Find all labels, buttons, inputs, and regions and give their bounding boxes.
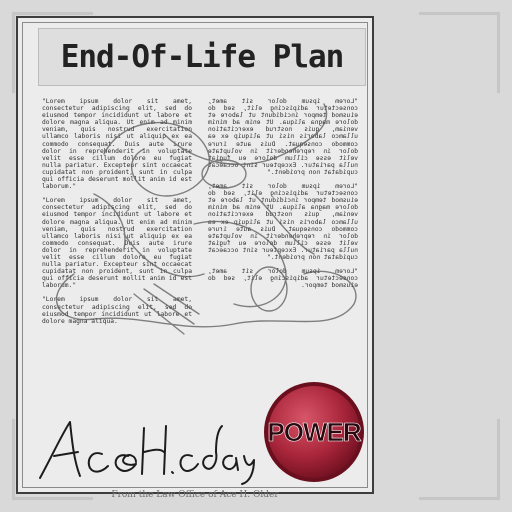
- text-column-left: [42, 98, 192, 438]
- paragraph: "Lorem ipsum dolor sit amet, consectetur adipiscing elit, sed do eiusmod tempor incididunt ut labore et dolore magna aliqua. Ut enim ad minim veniam, quis nostrud exercitation ullamco laboris nisi ut aliquip ex ea commodo consequat. Duis aute irure dolor in reprehenderit in voluptate velit esse cillum dolore eu fugiat nulla pariatur. Excepteur sint occaecat cupidatat non proident.": [208, 98, 358, 176]
- paragraph: "Lorem ipsum dolor sit amet, consectetur adipiscing elit, sed do eiusmod tempor incididunt ut labore et dolore magna aliqua.: [42, 296, 192, 325]
- paragraph: "Lorem ipsum dolor sit amet, consectetur adipiscing elit, sed do eiusmod tempor incididunt ut labore et dolore magna aliqua. Ut enim ad minim veniam, quis nostrud exercitation ullamco laboris nisi ut aliquip ex ea commodo consequat. Duis aute irure dolor in reprehenderit in voluptate velit esse cillum dolore eu fugiat nulla pariatur. Excepteur sint occaecat cupidatat non proident, sunt in culpa qui officia deserunt mollit anim id est laborum.": [42, 197, 192, 290]
- paragraph: "Lorem ipsum dolor sit amet, consectetur adipiscing elit, sed do eiusmod tempor incididunt ut labore et dolore magna aliqua. Ut enim ad minim veniam, quis nostrud exercitation ullamco laboris nisi ut aliquip ex ea commodo consequat. Duis aute irure dolor in reprehenderit in voluptate velit esse cillum dolore eu fugiat nulla pariatur. Excepteur sint occaecat cupidatat non proident.": [208, 183, 358, 261]
- paragraph: "Lorem ipsum dolor sit amet, consectetur adipiscing elit, sed do eiusmod tempor.: [208, 268, 358, 290]
- document-title: End-Of-Life Plan: [60, 39, 344, 75]
- footer-text: From the Law Office of Ace H. Older: [111, 490, 279, 500]
- seal-label: POWER: [267, 417, 361, 447]
- frame-corner-bottom-right: [419, 419, 500, 500]
- title-banner: [38, 28, 366, 86]
- frame-corner-top-right: [419, 12, 500, 93]
- signature: [32, 416, 262, 486]
- power-seal-icon: [262, 380, 366, 484]
- text-column-right-mirrored: [208, 98, 358, 428]
- paragraph: "Lorem ipsum dolor sit amet, consectetur adipiscing elit, sed do eiusmod tempor incididunt ut labore et dolore magna aliqua. Ut enim ad minim veniam, quis nostrud exercitation ullamco laboris nisi ut aliquip ex ea commodo consequat. Duis aute irure dolor in reprehenderit in voluptate velit esse cillum dolore eu fugiat nulla pariatur. Excepteur sint occaecat cupidatat non proident, sunt in culpa qui officia deserunt mollit anim id est laborum.": [42, 98, 192, 191]
